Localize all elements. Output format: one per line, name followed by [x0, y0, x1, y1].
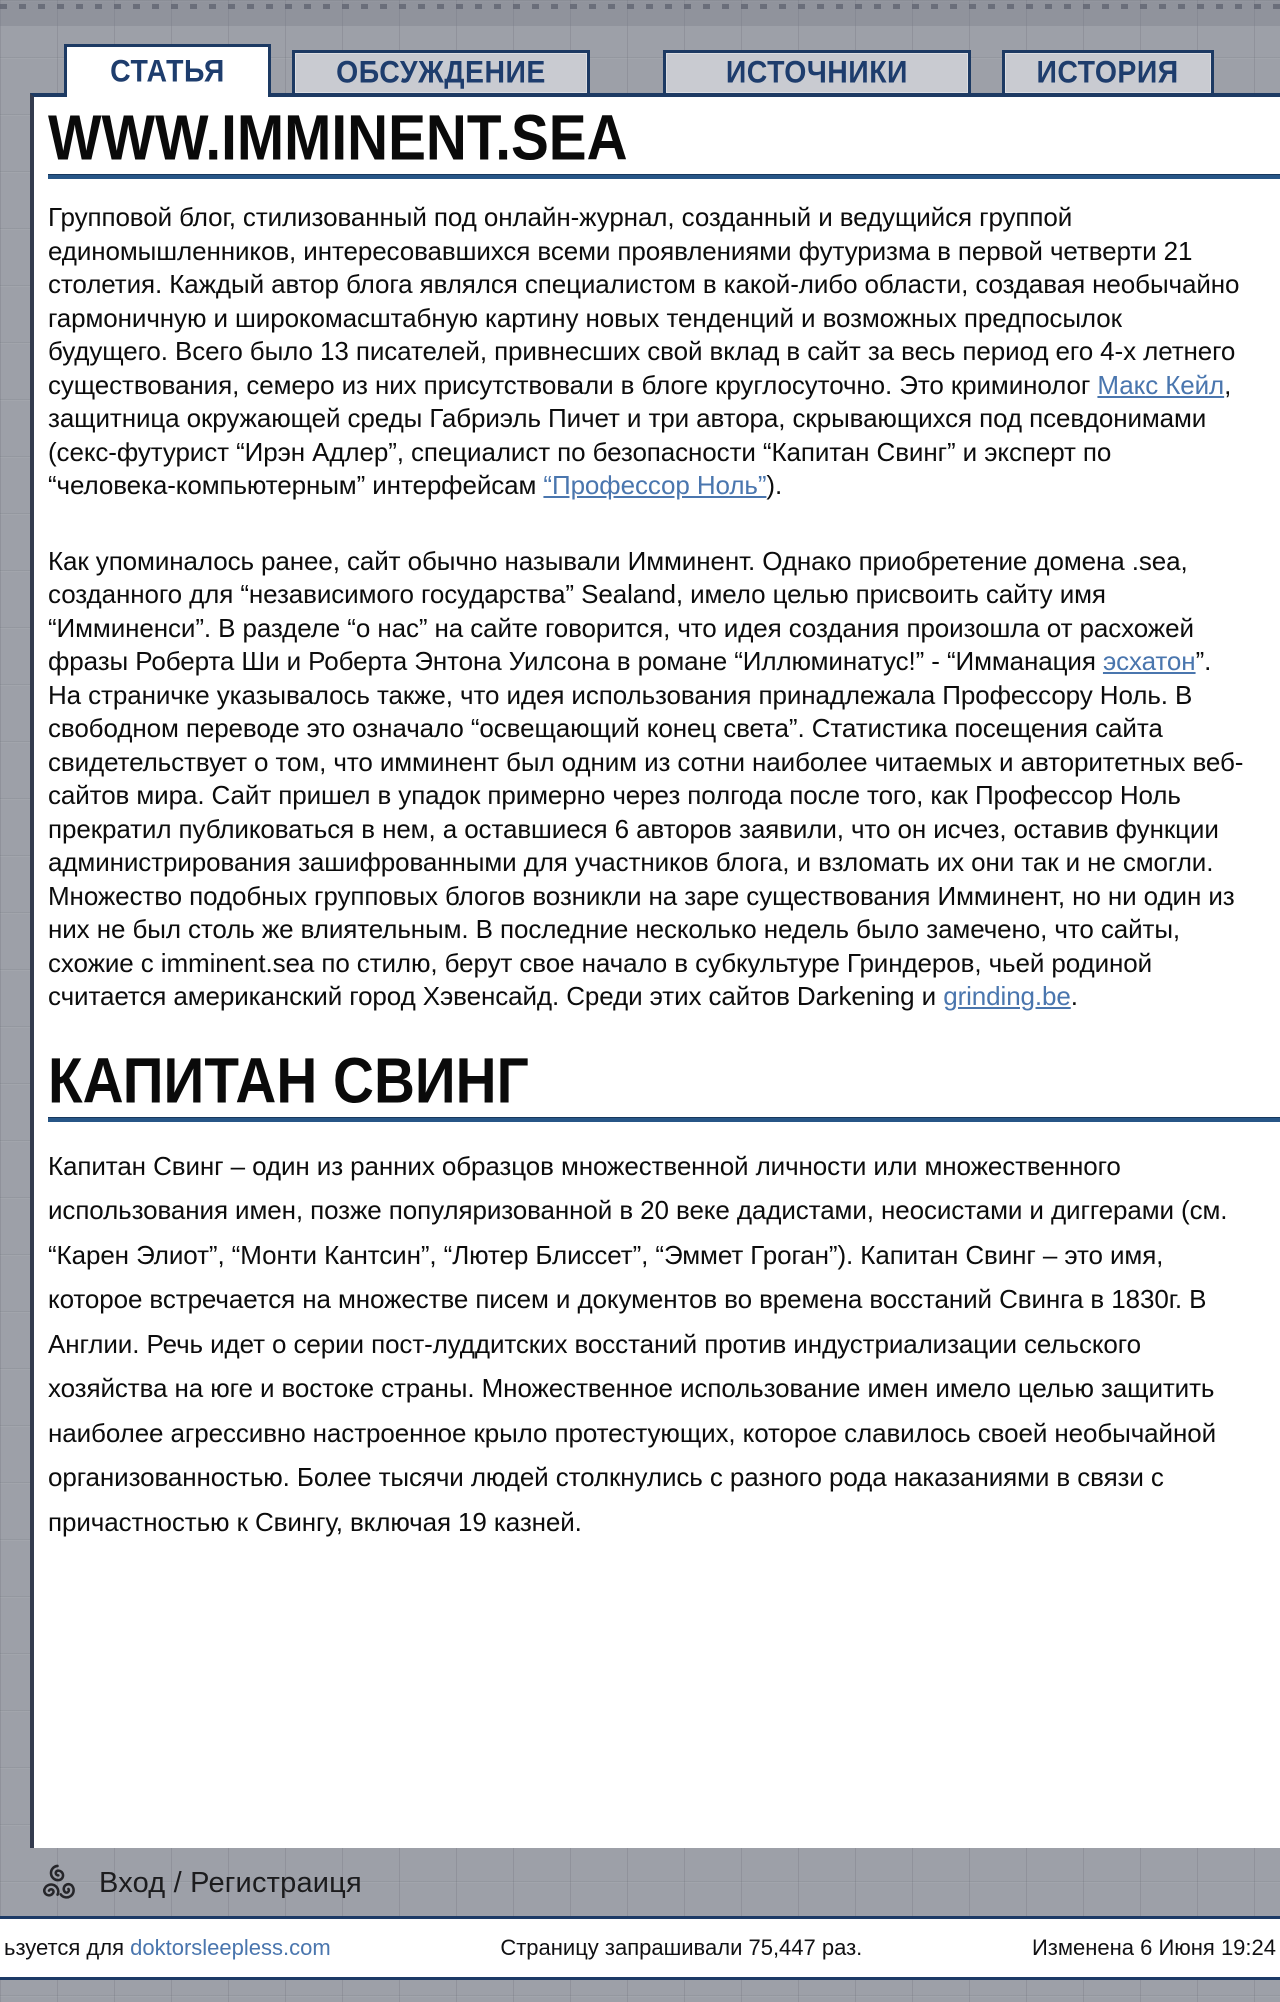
tab-discussion-label: ОБСУЖДЕНИЕ [336, 55, 546, 90]
inline-link[interactable]: “Профессор Ноль” [543, 470, 767, 500]
title-rule [48, 175, 1280, 179]
footer-attribution [0, 1935, 331, 1961]
footer-bar [0, 1916, 1280, 1980]
page-top-texture [0, 0, 1280, 26]
tab-article[interactable] [64, 44, 271, 97]
tab-sources[interactable] [663, 50, 971, 93]
inline-link[interactable]: эсхатон [1102, 646, 1196, 676]
inline-link[interactable]: Макс Кейл [1097, 369, 1225, 400]
section-heading: КАПИТАН СВИНГ [48, 1045, 529, 1117]
tab-article-label: СТАТЬЯ [110, 54, 225, 89]
text-run: , защитница окружающей среды Габриэль Пичет и три автора, скрывающихся под псевдонимами (секс-футурист “Ирэн Адлер”, специалист по безопасности “Капитан Свинг” и эксперт по “человека-компьютерным” интерфейсам [48, 369, 1232, 500]
triskelion-icon [38, 1862, 82, 1904]
inline-link[interactable]: grinding.be [943, 981, 1071, 1011]
text-run: Капитан Свинг – один из ранних образцов множественной личности или множественного использования имен, позже популяризованной в 20 веке дадистами, неосистами и диггерами (см. “Карен Элиот”, “Монти Кантсин”, “Лютер Блиссет”, “Эммет Гроган”). Капитан Свинг – это имя, которое встречается на множестве писем и документов во времена восстаний Свинга в 1830г. В Англии. Речь идет о серии пост-луддитских восстаний против индустриализации сельского хозяйства на юге и востоке страны. Множественное использование имен имело целью защитить наиболее агрессивно настроенное крыло протестующих, которое славилось своей необычайной организованностью. Более тысячи людей столкнулись с разного рода наказаниями в связи с причастностью к Свингу, включая 19 казней. [48, 1150, 1228, 1537]
text-run: . [1070, 981, 1078, 1011]
tab-discussion[interactable] [292, 50, 590, 93]
section-rule [48, 1118, 1280, 1122]
login-register-link[interactable]: Вход / Регистраиця [99, 1866, 362, 1899]
page-title: WWW.IMMINENT.SEA [48, 102, 628, 174]
footer-attribution-text: ьзуется для [4, 1935, 131, 1960]
footer-pageviews: Страницу запрашивали 75,447 раз. [500, 1935, 863, 1960]
tab-history[interactable] [1002, 50, 1214, 93]
login-row [38, 1860, 362, 1906]
tab-sources-label: ИСТОЧНИКИ [725, 55, 909, 90]
article-panel [30, 93, 1280, 1848]
tab-history-label: ИСТОРИЯ [1036, 55, 1180, 90]
article-paragraph-1 [48, 201, 1244, 503]
text-run: ”. На страничке указывалось также, что идея использования принадлежала Профессору Ноль. В свободном переводе это означало “освещающий конец света”. Статистика посещения сайта свидетельствует о том, что имминент был одним из сотни наиболее читаемых и авторитетных веб-сайтов мира. Сайт пришел в упадок примерно через полгода после того, как Профессор Ноль прекратил публиковаться в нем, а оставшиеся 6 авторов заявили, что он исчез, оставив функции администрирования зашифрованными для участников блога, и взломать их они так и не смогли. Множество подобных групповых блогов возникли на заре существования Имминент, но ни один из них не был столь же влиятельным. В последние несколько недель было замечено, что сайты, схожие с imminent.sea по стилю, берут свое начало в субкультуре Гриндеров, чьей родиной считается американский город Хэвенсайд. Среди этих сайтов Darkening и [48, 646, 1244, 1011]
article-paragraph-2 [48, 545, 1244, 1014]
text-run: ). [766, 470, 783, 500]
text-run: Групповой блог, стилизованный под онлайн-журнал, созданный и ведущийся группой единомышленников, интересовавшихся всеми проявлениями футуризма в первой четверти 21 столетия. Каждый автор блога являлся специалистом в какой-либо области, создавая необычайно гармоничную и широкомасштабную картину новых тенденций и возможных предпосылок будущего. Всего было 13 писателей, привнесших свой вклад в сайт за весь период его 4-х летнего существования, семеро из них присутствовали в блоге круглосуточно. Это криминолог [48, 202, 1240, 400]
text-run: Как упоминалось ранее, сайт обычно называли Имминент. Однако приобретение домена .sea, созданного для “независимого государства” Sealand, имело целью присвоить сайту имя “Имминенси”. В разделе “о нас” на сайте говорится, что идея создания произошла от расхожей фразы Роберта Ши и Роберта Энтона Уилсона в романе “Иллюминатус!” - “Имманация [48, 545, 1194, 676]
article-paragraph-3 [48, 1144, 1244, 1545]
footer-site-link[interactable]: doktorsleepless.com [130, 1935, 331, 1960]
footer-modified: Изменена 6 Июня 19:24 [1031, 1935, 1276, 1960]
